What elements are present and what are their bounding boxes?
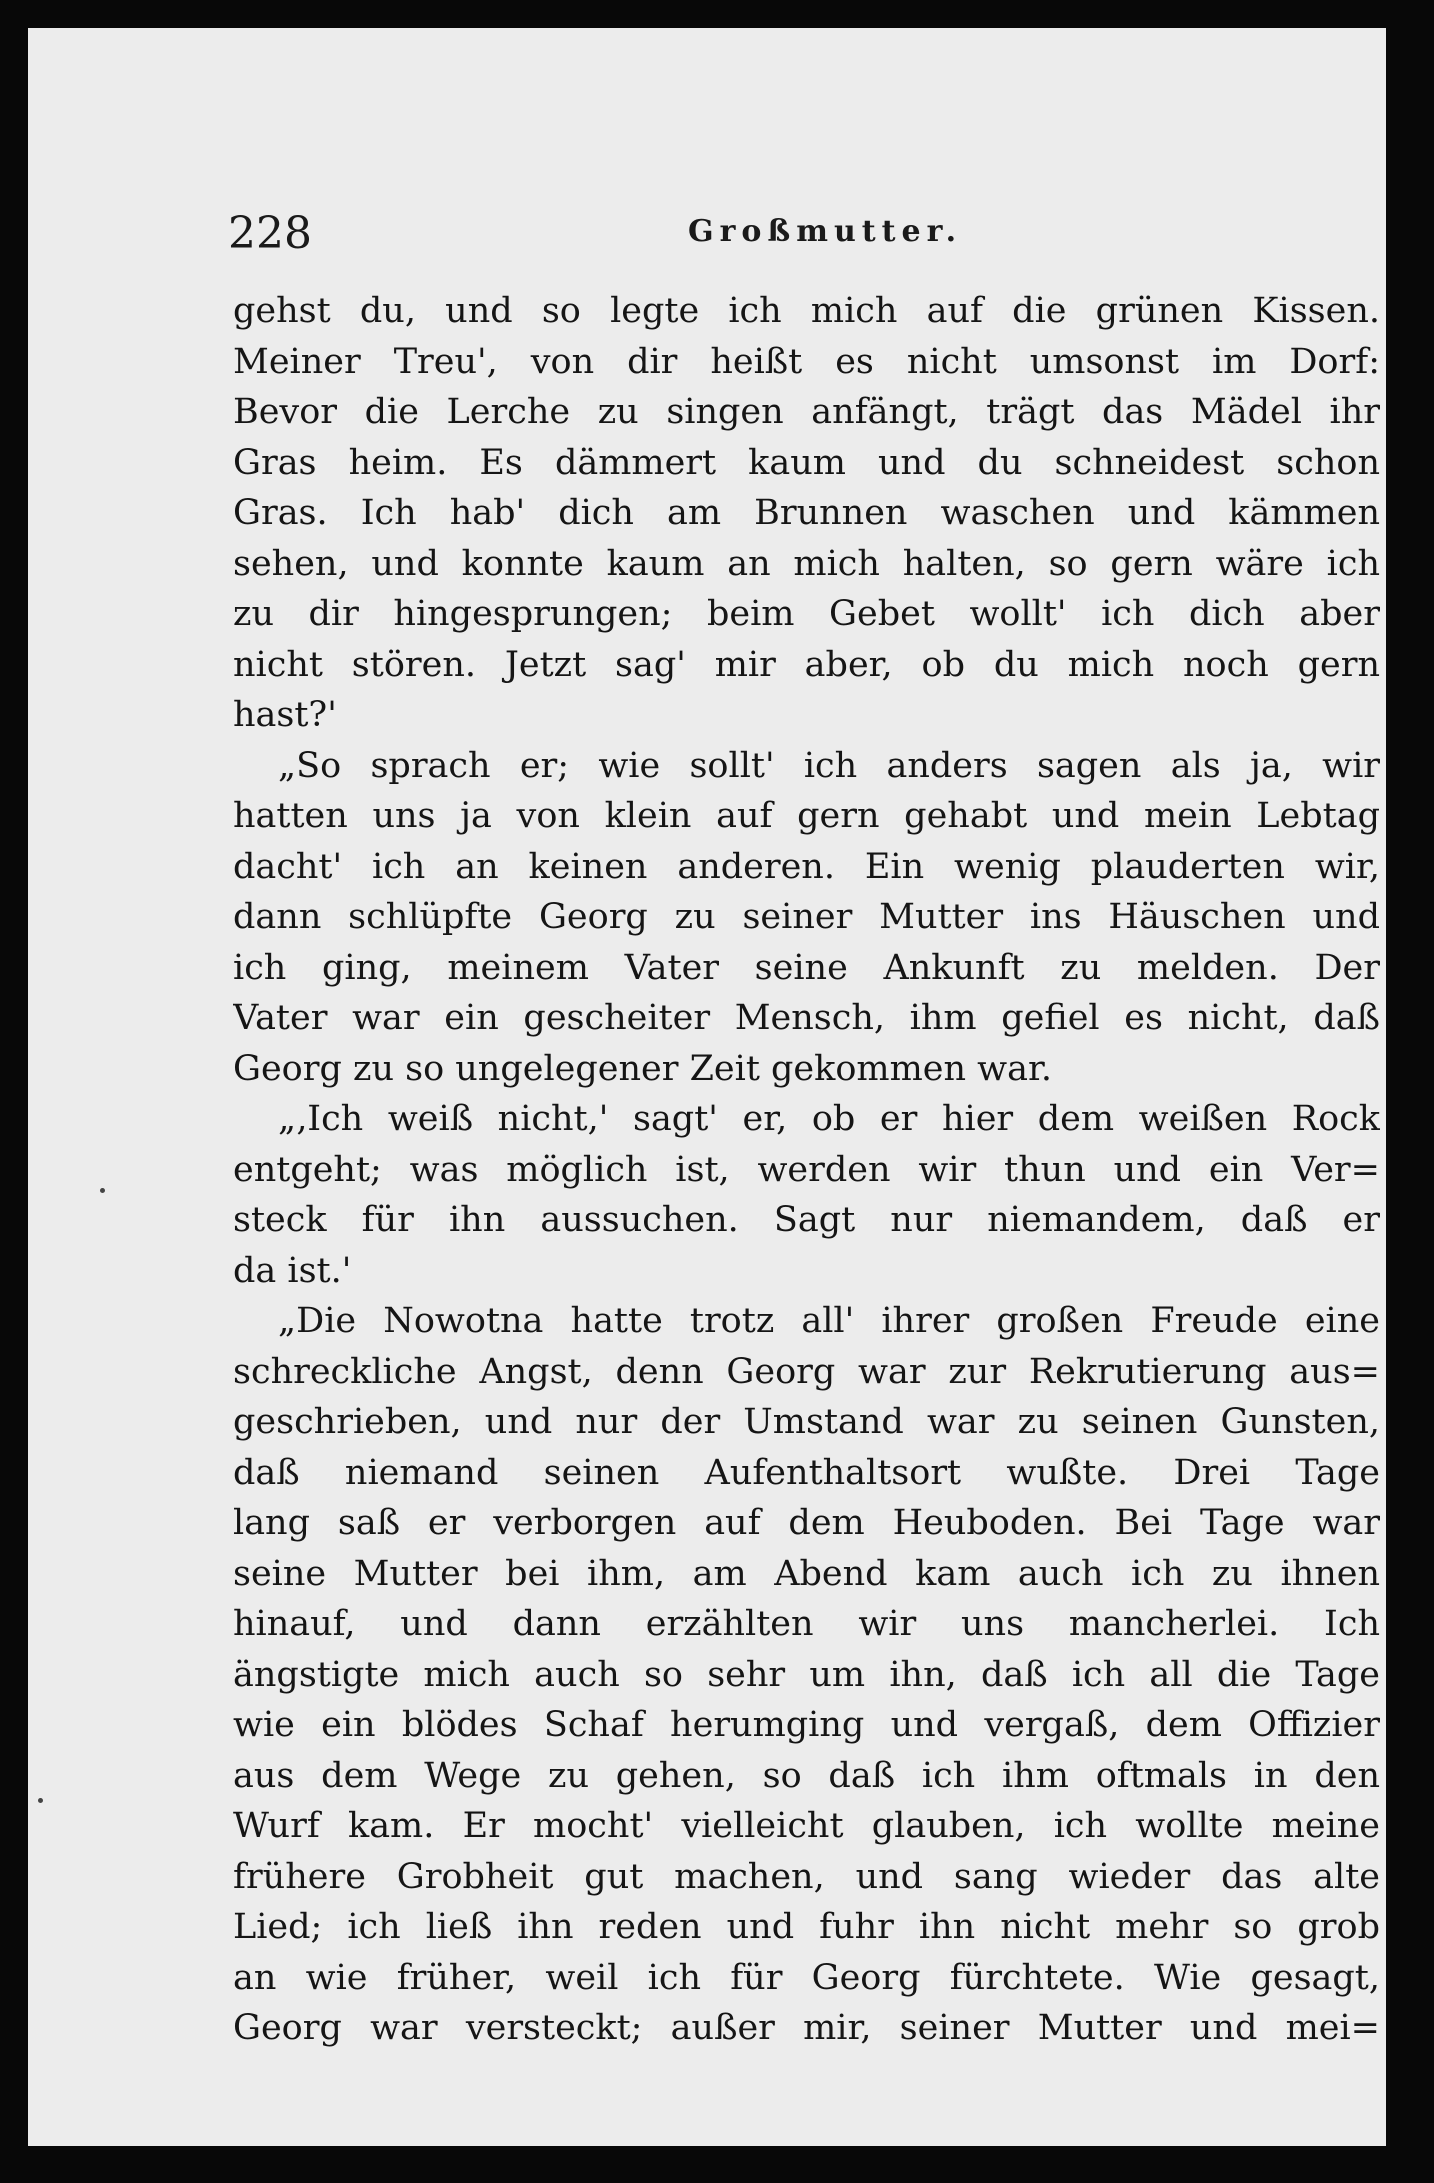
text-line: an wie früher, weil ich für Georg fürchtete. Wie gesagt,	[233, 1957, 1380, 1998]
text-line: steck für ihn aussuchen. Sagt nur niemandem, daß er	[233, 1200, 1380, 1240]
text-line: da ist.'	[233, 1250, 352, 1291]
text-line: wie ein blödes Schaf herumging und vergaß, dem Offizier	[233, 1705, 1380, 1745]
text-line: ich ging, meinem Vater seine Ankunft zu melden. Der	[233, 947, 1380, 988]
text-line: aus dem Wege zu gehen, so daß ich ihm oftmals in den	[233, 1755, 1380, 1796]
text-line: nicht stören. Jetzt sag' mir aber, ob du mich noch gern	[233, 644, 1380, 685]
text-line: Vater war ein gescheiter Mensch, ihm gefiel es nicht, daß	[233, 998, 1380, 1038]
page-number: 228	[228, 208, 312, 259]
text-line: zu dir hingesprungen; beim Gebet wollt' ich dich aber	[233, 594, 1380, 634]
running-head	[228, 208, 1378, 268]
text-line: dacht' ich an keinen anderen. Ein wenig plauderten wir,	[233, 846, 1380, 887]
text-line: ängstigte mich auch so sehr um ihn, daß ich all die Tage	[233, 1654, 1380, 1695]
text-line: „So sprach er; wie sollt' ich anders sagen als ja, wir	[278, 745, 1380, 786]
text-line: hinauf, und dann erzählten wir uns mancherlei. Ich	[233, 1604, 1380, 1644]
text-line: „‚Ich weiß nicht,' sagt' er, ob er hier dem weißen Rock	[278, 1099, 1380, 1139]
text-line: dann schlüpfte Georg zu seiner Mutter ins Häuschen und	[233, 897, 1380, 937]
text-line: schreckliche Angst, denn Georg war zur Rekrutierung aus=	[233, 1351, 1380, 1392]
body-text	[233, 286, 1380, 2054]
text-line: hast?'	[233, 695, 337, 735]
text-line: frühere Grobheit gut machen, und sang wieder das alte	[233, 1856, 1380, 1897]
text-line: lang saß er verborgen auf dem Heuboden. Bei Tage war	[233, 1503, 1380, 1543]
running-title: Großmutter.	[688, 214, 963, 249]
text-line: sehen, und konnte kaum an mich halten, so gern wäre ich	[233, 543, 1380, 584]
text-line: Wurf kam. Er mocht' vielleicht glauben, ich wollte meine	[233, 1806, 1380, 1846]
text-line: Bevor die Lerche zu singen anfängt, trägt das Mädel ihr	[233, 392, 1380, 432]
text-line: Gras. Ich hab' dich am Brunnen waschen und kämmen	[233, 493, 1380, 533]
text-line: Meiner Treu', von dir heißt es nicht umsonst im Dorf:	[233, 341, 1380, 382]
text-line: Gras heim. Es dämmert kaum und du schneidest schon	[233, 442, 1380, 483]
book-page	[28, 28, 1386, 2146]
scan-speck	[38, 1798, 43, 1803]
text-line: hatten uns ja von klein auf gern gehabt und mein Lebtag	[233, 796, 1380, 836]
text-line: entgeht; was möglich ist, werden wir thun und ein Ver=	[233, 1149, 1380, 1190]
text-line: Georg war versteckt; außer mir, seiner Mutter und mei=	[233, 2008, 1380, 2048]
text-line: „Die Nowotna hatte trotz all' ihrer großen Freude eine	[278, 1301, 1380, 1341]
text-line: Lied; ich ließ ihn reden und fuhr ihn nicht mehr so grob	[233, 1907, 1380, 1947]
text-line: seine Mutter bei ihm, am Abend kam auch ich zu ihnen	[233, 1553, 1380, 1594]
text-line: geschrieben, und nur der Umstand war zu seinen Gunsten,	[233, 1402, 1380, 1442]
scan-speck	[100, 1188, 105, 1193]
text-line: daß niemand seinen Aufenthaltsort wußte. Drei Tage	[233, 1452, 1380, 1493]
text-line: Georg zu so ungelegener Zeit gekommen war.	[233, 1048, 1053, 1089]
text-line: gehst du, und so legte ich mich auf die grünen Kissen.	[233, 291, 1380, 331]
